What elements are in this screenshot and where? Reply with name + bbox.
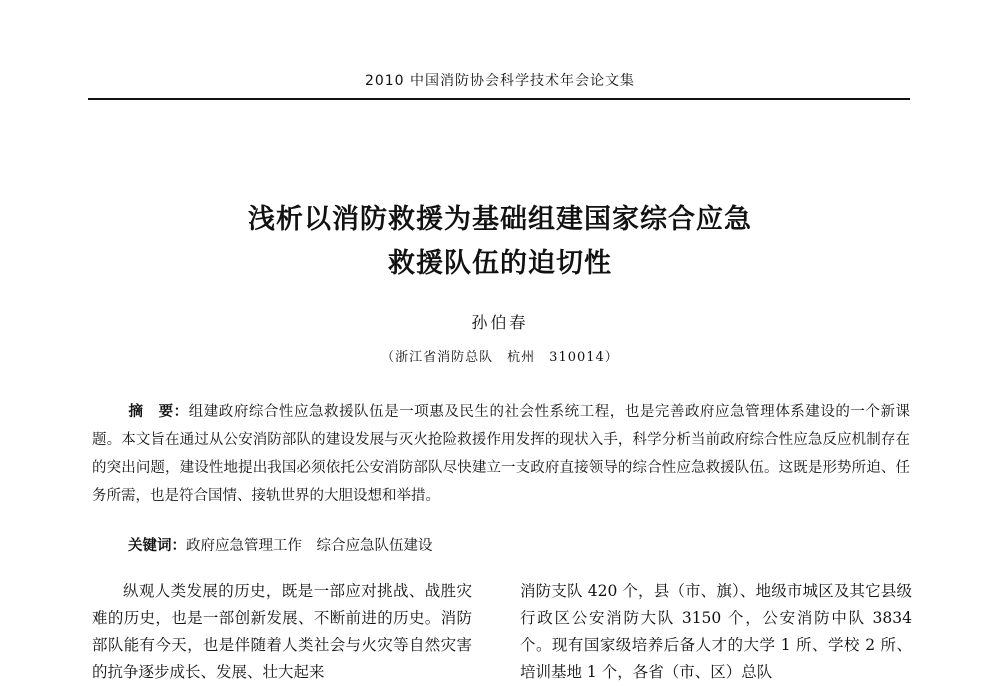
title-line-1: 浅析以消防救援为基础组建国家综合应急 bbox=[248, 204, 752, 235]
abstract-text: 组建政府综合性应急救援队伍是一项惠及民生的社会性系统工程，也是完善政府应急管理体系建设的一个新课题。本文旨在通过从公安消防部队的建设发展与灭火抢险救援作用发挥的现状入手，科学分析当前政府综合性应急反应机制存在的突出问题，建设性地提出我国必须依托公安消防部队尽快建立一支政府直接领导的综合性应急救援队伍。这既是形势所迫、任务所需，也是符合国情、接轨世界的大胆设想和举措。 bbox=[92, 404, 911, 504]
affiliation: （浙江省消防总队 杭州 310014） bbox=[381, 350, 619, 365]
running-head: 2010 中国消防协会科学技术年会论文集 bbox=[364, 73, 636, 89]
keywords bbox=[128, 534, 433, 558]
body-right-column: 消防支队 420 个，县（市、旗）、地级市城区及其它县级行政区公安消防大队 3150 个，公安消防中队 3834 个。现有国家级培养后备人才的大学 1 所、学校 2 所、培训基地 1 个，各省（市、区）总队 bbox=[520, 582, 912, 681]
abstract-label: 摘 要： bbox=[128, 404, 189, 420]
header-rule bbox=[88, 98, 910, 100]
keywords-text: 政府应急管理工作 综合应急队伍建设 bbox=[186, 538, 433, 554]
author: 孙伯春 bbox=[471, 313, 529, 332]
body-left-column: 纵观人类发展的历史，既是一部应对挑战、战胜灾难的历史，也是一部创新发展、不断前进的历史。消防部队能有今天，也是伴随着人类社会与火灾等自然灾害的抗争逐步成长、发展、壮大起来 bbox=[92, 582, 472, 681]
abstract bbox=[92, 398, 910, 510]
keywords-label: 关键词： bbox=[128, 538, 186, 554]
title-line-2: 救援队伍的迫切性 bbox=[388, 248, 612, 279]
article-title bbox=[0, 198, 1000, 286]
